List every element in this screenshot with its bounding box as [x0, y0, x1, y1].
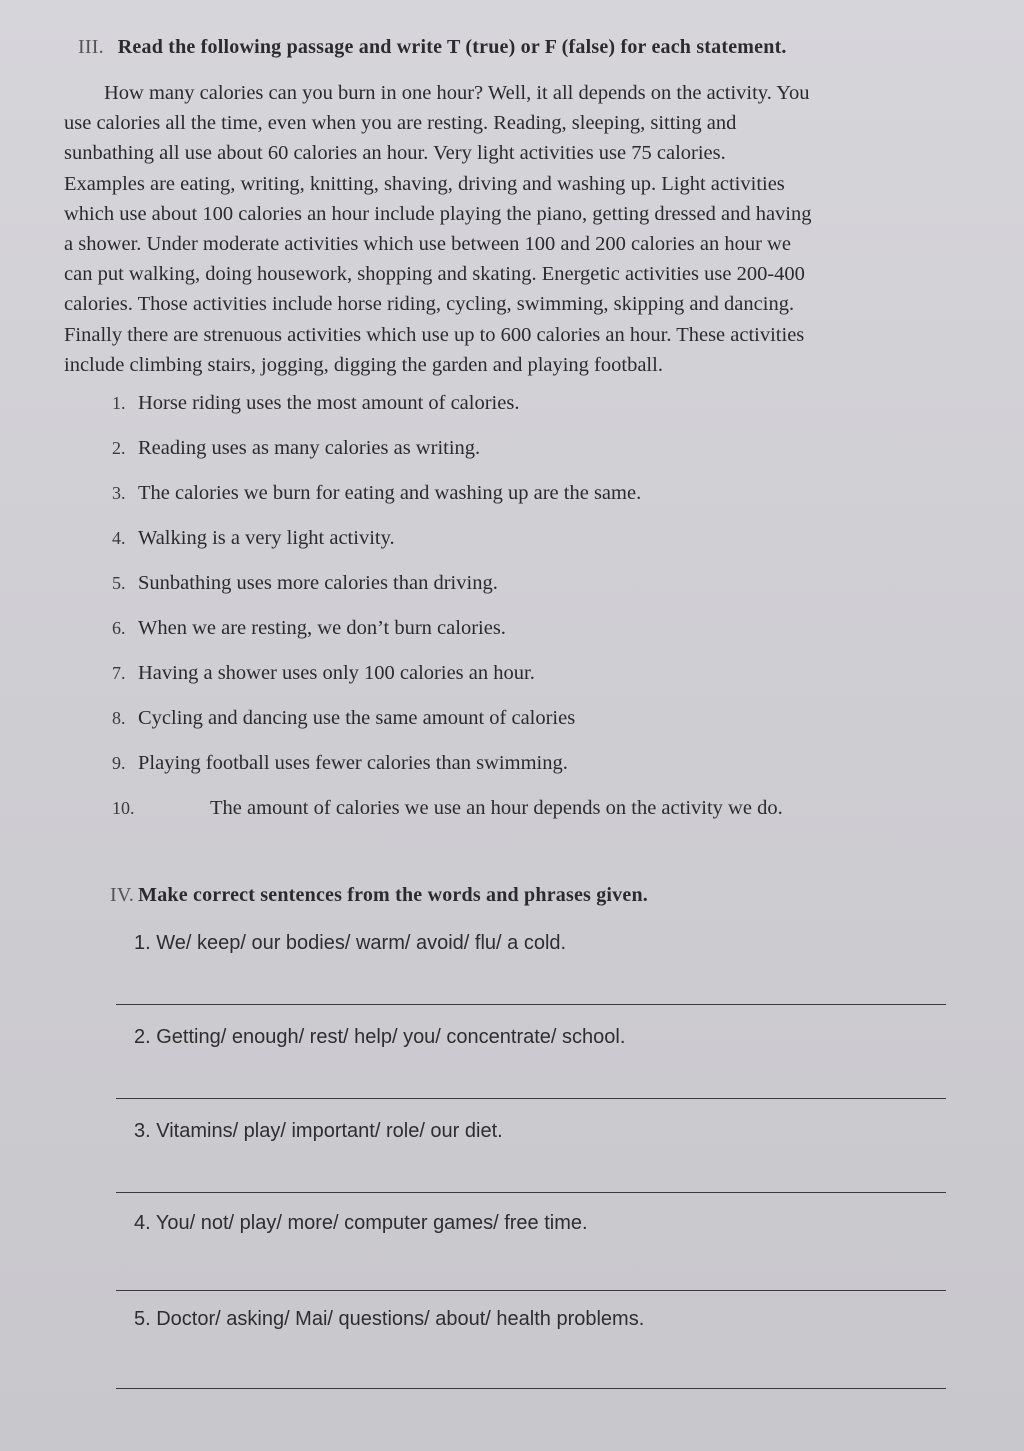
statement-number: 3. [112, 483, 126, 503]
statement-text: Cycling and dancing use the same amount of calories [138, 707, 576, 729]
sentence-prompt: 2. Getting/ enough/ rest/ help/ you/ concentrate/ school. [134, 1026, 626, 1048]
section-3-number: III. [78, 36, 104, 58]
statement-item [112, 572, 932, 617]
sentence-exercise [116, 1308, 946, 1331]
statement-text: The calories we burn for eating and washing up are the same. [138, 482, 642, 504]
true-false-statements [112, 392, 932, 842]
passage-line: which use about 100 calories an hour include playing the piano, getting dressed and having [64, 202, 812, 225]
answer-line[interactable] [116, 1004, 946, 1005]
statement-number: 7. [112, 663, 126, 683]
section-4-heading [110, 884, 648, 907]
sentence-prompt: 4. You/ not/ play/ more/ computer games/ free time. [134, 1212, 588, 1234]
passage-line: sunbathing all use about 60 calories an hour. Very light activities use 75 calories. [64, 142, 726, 165]
passage-line: use calories all the time, even when you are resting. Reading, sleeping, sitting and [64, 112, 737, 135]
statement-item [112, 482, 932, 527]
passage-line: How many calories can you burn in one hour? Well, it all depends on the activity. You [104, 82, 810, 104]
answer-line[interactable] [116, 1098, 946, 1099]
statement-number: 9. [112, 753, 126, 773]
statement-text: Reading uses as many calories as writing. [138, 437, 481, 459]
answer-line[interactable] [116, 1192, 946, 1193]
passage-line: a shower. Under moderate activities which use between 100 and 200 calories an hour we [64, 233, 791, 256]
sentence-exercise [116, 1026, 946, 1049]
statement-number: 10. [112, 798, 135, 818]
passage-line: calories. Those activities include horse riding, cycling, swimming, skipping and dancing. [64, 293, 795, 316]
section-3-title: Read the following passage and write T (true) or F (false) for each statement. [117, 36, 787, 58]
sentence-exercise [116, 932, 946, 955]
reading-passage [64, 78, 952, 380]
statement-text: Walking is a very light activity. [138, 527, 395, 549]
statement-text: Horse riding uses the most amount of calories. [138, 392, 520, 414]
passage-line: can put walking, doing housework, shopping and skating. Energetic activities use 200-400 [64, 263, 805, 286]
statement-item [112, 662, 932, 707]
statement-number: 4. [112, 528, 126, 548]
section-3-heading [78, 36, 787, 59]
section-4-title: Make correct sentences from the words and phrases given. [138, 884, 648, 906]
statement-text: The amount of calories we use an hour depends on the activity we do. [210, 797, 783, 819]
sentence-exercise [116, 1212, 946, 1235]
passage-line: Examples are eating, writing, knitting, shaving, driving and washing up. Light activities [64, 172, 785, 195]
statement-item [112, 707, 932, 752]
answer-line[interactable] [116, 1388, 946, 1389]
statement-item [112, 797, 932, 842]
statement-number: 6. [112, 618, 126, 638]
statement-item [112, 527, 932, 572]
sentence-prompt: 5. Doctor/ asking/ Mai/ questions/ about/ health problems. [134, 1308, 645, 1330]
statement-text: When we are resting, we don’t burn calories. [138, 617, 506, 639]
statement-number: 2. [112, 438, 126, 458]
statement-text: Playing football uses fewer calories than swimming. [138, 752, 568, 774]
statement-text: Sunbathing uses more calories than driving. [138, 572, 498, 594]
passage-line: Finally there are strenuous activities which use up to 600 calories an hour. These activities [64, 323, 805, 346]
statement-item [112, 617, 932, 662]
statement-item [112, 437, 932, 482]
statement-item [112, 392, 932, 437]
answer-line[interactable] [116, 1290, 946, 1291]
statement-number: 5. [112, 573, 126, 593]
sentence-exercise [116, 1120, 946, 1143]
section-4-number: IV. [110, 884, 135, 906]
statement-number: 1. [112, 393, 126, 413]
statement-number: 8. [112, 708, 126, 728]
passage-line: include climbing stairs, jogging, digging the garden and playing football. [64, 353, 663, 376]
statement-text: Having a shower uses only 100 calories an hour. [138, 662, 535, 684]
sentence-prompt: 3. Vitamins/ play/ important/ role/ our diet. [134, 1120, 503, 1142]
statement-item [112, 752, 932, 797]
sentence-prompt: 1. We/ keep/ our bodies/ warm/ avoid/ flu/ a cold. [134, 932, 567, 954]
